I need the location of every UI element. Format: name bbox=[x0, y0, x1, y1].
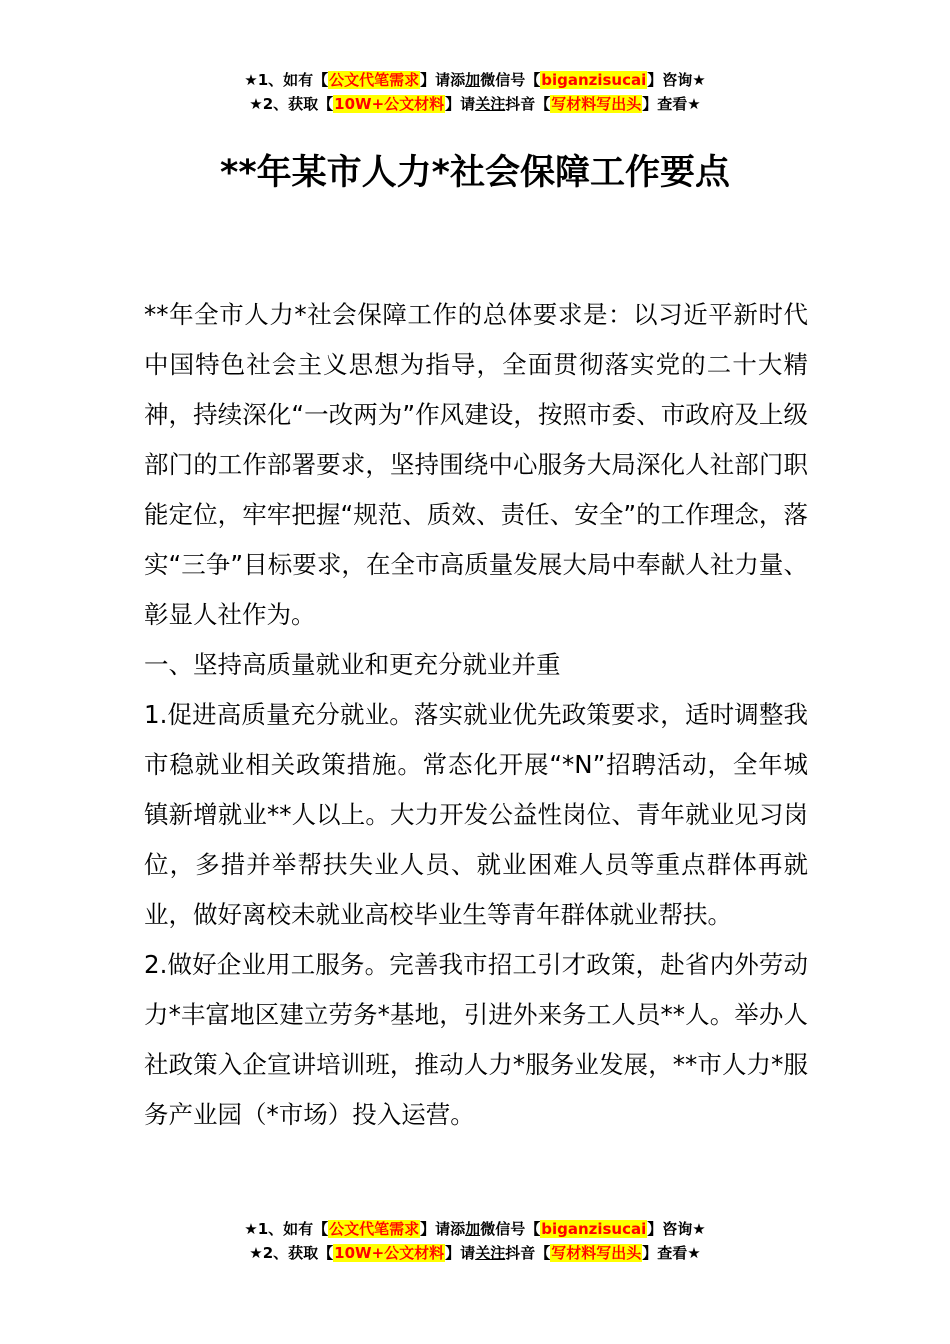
star-icon: ★ bbox=[249, 95, 263, 113]
star-icon: ★ bbox=[692, 1220, 706, 1238]
notice-underlined-text: 加 bbox=[465, 1220, 481, 1238]
section-heading: 一、坚持高质量就业和更充分就业并重 bbox=[144, 650, 561, 679]
highlight-materials: 10W+公文材料 bbox=[334, 95, 445, 113]
footer-notice bbox=[0, 1217, 950, 1265]
paragraph-item-2: 2.做好企业用工服务。完善我市招工引才政策，赴省内外劳动力*丰富地区建立劳务*基地，引进外来务工人员**人。举办人社政策入企宣讲培训班，推动人力*服务业发展，**市人力*服务产业园（*市场）投入运营。 bbox=[144, 950, 808, 1129]
notice-text: 2、获取【 bbox=[262, 95, 334, 113]
star-icon: ★ bbox=[687, 1244, 701, 1262]
notice-text: 】查看 bbox=[642, 95, 688, 113]
highlight-service: 公文代笔需求 bbox=[329, 1220, 420, 1238]
notice-text: 1、如有【 bbox=[257, 1220, 329, 1238]
notice-line-1 bbox=[0, 68, 950, 92]
highlight-douyin-account: 写材料写出头 bbox=[551, 1244, 642, 1262]
notice-text: 抖音【 bbox=[505, 1244, 551, 1262]
star-icon: ★ bbox=[249, 1244, 263, 1262]
notice-text: 微信号【 bbox=[480, 71, 541, 89]
highlight-douyin-account: 写材料写出头 bbox=[551, 95, 642, 113]
notice-text: 】请添 bbox=[420, 1220, 466, 1238]
highlight-materials: 10W+公文材料 bbox=[334, 1244, 445, 1262]
star-icon: ★ bbox=[692, 71, 706, 89]
notice-text: 】请添 bbox=[420, 71, 466, 89]
notice-underlined-text: 关注 bbox=[475, 1244, 506, 1262]
notice-text: 】咨询 bbox=[647, 1220, 693, 1238]
notice-text: 】请 bbox=[445, 1244, 476, 1262]
paragraph-general-requirements: **年全市人力*社会保障工作的总体要求是：以习近平新时代中国特色社会主义思想为指导，全面贯彻落实党的二十大精神，持续深化“一改两为”作风建设，按照市委、市政府及上级部门的工作部署要求，坚持围绕中心服务大局深化人社部门职能定位，牢牢把握“规范、质效、责任、安全”的工作理念，落实“三争”目标要求，在全市高质量发展大局中奉献人社力量、彰显人社作为。 bbox=[144, 300, 808, 629]
paragraph-item-1: 1.促进高质量充分就业。落实就业优先政策要求，适时调整我市稳就业相关政策措施。常态化开展“*N”招聘活动，全年城镇新增就业**人以上。大力开发公益性岗位、青年就业见习岗位，多措并举帮扶失业人员、就业困难人员等重点群体再就业，做好离校未就业高校毕业生等青年群体就业帮扶。 bbox=[144, 700, 808, 929]
notice-line-2 bbox=[0, 1241, 950, 1265]
notice-underlined-text: 加 bbox=[465, 71, 481, 89]
highlight-service: 公文代笔需求 bbox=[329, 71, 420, 89]
header-notice bbox=[0, 68, 950, 116]
notice-text: 微信号【 bbox=[480, 1220, 541, 1238]
star-icon: ★ bbox=[244, 1220, 258, 1238]
notice-line-2 bbox=[0, 92, 950, 116]
star-icon: ★ bbox=[687, 95, 701, 113]
highlight-wechat-id: biganzisucai bbox=[541, 1220, 647, 1238]
highlight-wechat-id: biganzisucai bbox=[541, 71, 647, 89]
notice-text: 】请 bbox=[445, 95, 476, 113]
notice-text: 】查看 bbox=[642, 1244, 688, 1262]
notice-text: 抖音【 bbox=[505, 95, 551, 113]
notice-text: 2、获取【 bbox=[262, 1244, 334, 1262]
notice-line-1 bbox=[0, 1217, 950, 1241]
document-body bbox=[144, 290, 808, 1140]
star-icon: ★ bbox=[244, 71, 258, 89]
notice-text: 1、如有【 bbox=[257, 71, 329, 89]
notice-text: 】咨询 bbox=[647, 71, 693, 89]
document-title: **年某市人力*社会保障工作要点 bbox=[220, 153, 730, 193]
notice-underlined-text: 关注 bbox=[475, 95, 506, 113]
